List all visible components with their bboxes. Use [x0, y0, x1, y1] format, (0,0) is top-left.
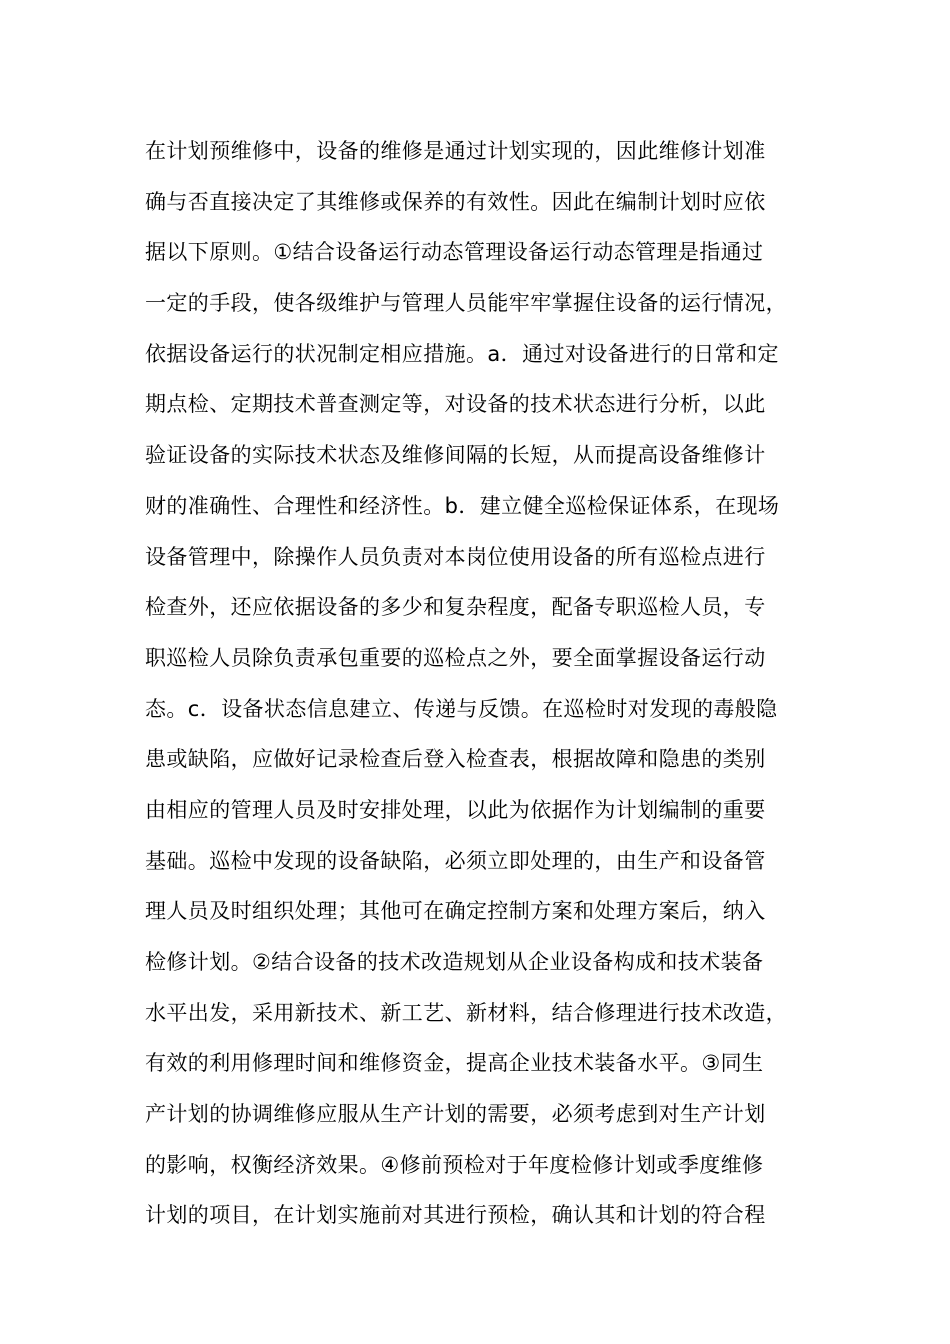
- text-line: 职巡检人员除负责承包重要的巡检点之外，要全面掌握设备运行动: [145, 645, 766, 670]
- text-line: 由相应的管理人员及时安排处理，以此为依据作为计划编制的重要: [145, 797, 766, 822]
- text-line: 理人员及时组织处理；其他可在确定控制方案和处理方案后，纳入: [145, 899, 766, 924]
- text-line: 据以下原则。①结合设备运行动态管理设备运行动态管理是指通过: [145, 240, 764, 265]
- text-line: 设备管理中，除操作人员负责对本岗位使用设备的所有巡检点进行: [145, 544, 766, 569]
- text-line: 一定的手段，使各级维护与管理人员能牢牢掌握住设备的运行情况，: [145, 291, 787, 316]
- text-line: 有效的利用修理时间和维修资金，提高企业技术装备水平。③同生: [145, 1051, 764, 1076]
- text-line: 计划的项目，在计划实施前对其进行预检，确认其和计划的符合程: [145, 1203, 766, 1228]
- text-line: 验证设备的实际技术状态及维修间隔的长短，从而提高设备维修计: [145, 443, 766, 468]
- text-line: 产计划的协调维修应服从生产计划的需要，必须考虑到对生产计划: [145, 1102, 766, 1127]
- text-line: 期点检、定期技术普查测定等，对设备的技术状态进行分析，以此: [145, 392, 766, 417]
- text-line: 检查外，还应依据设备的多少和复杂程度，配备专职巡检人员，专: [145, 595, 766, 620]
- text-line: 在计划预维修中，设备的维修是通过计划实现的，因此维修计划准: [145, 139, 766, 163]
- text-line: 依据设备运行的状况制定相应措施。a．通过对设备进行的日常和定: [145, 341, 779, 366]
- text-line: 的影响，权衡经济效果。④修前预检对于年度检修计划或季度维修: [145, 1152, 764, 1177]
- body-text: [145, 126, 810, 1241]
- text-line: 患或缺陷，应做好记录检查后登入检查表，根据故障和隐患的类别: [145, 747, 766, 772]
- text-line: 检修计划。②结合设备的技术改造规划从企业设备构成和技术装备: [145, 950, 764, 974]
- text-line: 基础。巡检中发现的设备缺陷，必须立即处理的，由生产和设备管: [145, 848, 766, 873]
- text-line: 确与否直接决定了其维修或保养的有效性。因此在编制计划时应依: [145, 189, 766, 214]
- text-line: 财的准确性、合理性和经济性。b．建立健全巡检保证体系，在现场: [145, 493, 780, 518]
- text-line: 态。c．设备状态信息建立、传递与反馈。在巡检时对发现的毒般隐: [145, 696, 778, 721]
- text-line: 水平出发，采用新技术、新工艺、新材料，结合修理进行技术改造，: [145, 1000, 787, 1025]
